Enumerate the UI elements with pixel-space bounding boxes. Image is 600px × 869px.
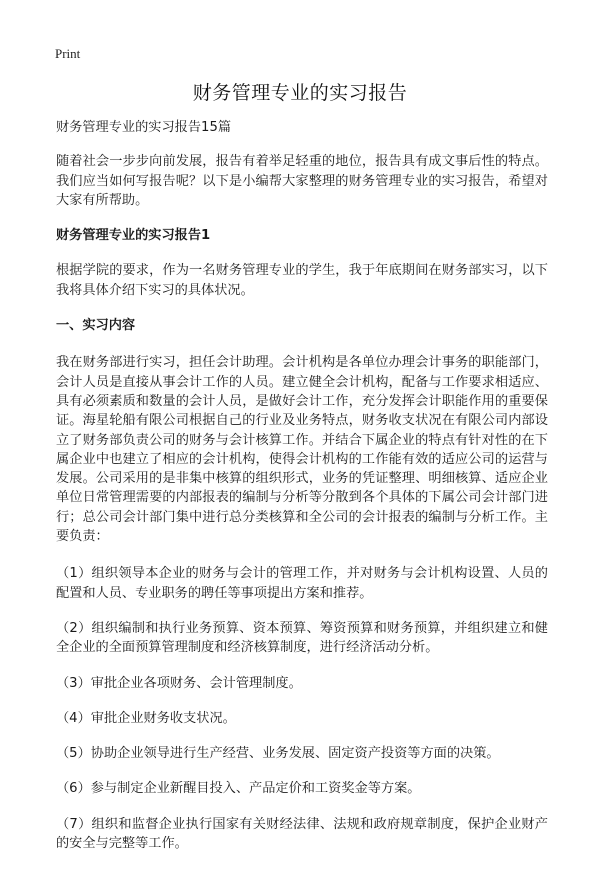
- document-body: [56, 118, 548, 869]
- document-subtitle: 财务管理专业的实习报告15篇: [56, 120, 232, 135]
- list-item: （1）组织领导本企业的财务与会计的管理工作，并对财务与会计机构设置、人员的配置和人员、专业职务的聘任等事项提出方案和推荐。: [56, 566, 548, 601]
- sub-heading-internship-content: 一、实习内容: [56, 318, 136, 334]
- print-label[interactable]: Print: [55, 46, 81, 61]
- section-heading: 财务管理专业的实习报告1: [56, 228, 211, 244]
- list-item: （5）协助企业领导进行生产经营、业务发展、固定资产投资等方面的决策。: [56, 746, 500, 762]
- list-item: （4）审批企业财务收支状况。: [56, 710, 236, 726]
- body-paragraph: 我在财务部进行实习，担任会计助理。会计机构是各单位办理会计事务的职能部门，会计人员是直接从事会计工作的人员。建立健全会计机构，配备与工作要求相适应、具有必须素质和数量的会计人员，是做好会计工作，充分发挥会计职能作用的重要保证。海星轮船有限公司根据自己的行业及业务特点，财务收支状况在有限公司内部设立了财务部负责公司的财务与会计核算工作。并结合下属企业的特点有针对性的在下属企业中也建立了相应的会计机构，使得会计机构的工作能有效的适应公司的运营与发展。公司采用的是非集中核算的组织形式，业务的凭证整理、明细核算、适应企业单位日常管理需要的内部报表的编制与分析等分散到各个具体的下属公司会计部门进行；总公司会计部门集中进行总分类核算和全公司的会计报表的编制与分析工作。主要负责：: [56, 355, 548, 545]
- list-item: （6）参与制定企业新醒目投入、产品定价和工资奖金等方案。: [56, 781, 421, 797]
- list-item: （2）组织编制和执行业务预算、资本预算、筹资预算和财务预算，并组织建立和健全企业的全面预算管理制度和经济核算制度，进行经济活动分析。: [56, 620, 548, 656]
- page-title: 财务管理专业的实习报告: [192, 82, 408, 104]
- section-intro-paragraph: 根据学院的要求，作为一名财务管理专业的学生，我于年底期间在财务部实习，以下我将具体介绍下实习的具体状况。: [56, 263, 548, 298]
- intro-paragraph: 随着社会一步步向前发展，报告有着举足轻重的地位，报告具有成文事后性的特点。我们应当如何写报告呢？以下是小编帮大家整理的财务管理专业的实习报告，希望对大家有所帮助。: [56, 154, 548, 208]
- list-item: （3）审批企业各项财务、会计管理制度。: [56, 675, 302, 691]
- list-item: （7）组织和监督企业执行国家有关财经法律、法规和政府规章制度，保护企业财产的安全与完整等工作。: [56, 816, 548, 852]
